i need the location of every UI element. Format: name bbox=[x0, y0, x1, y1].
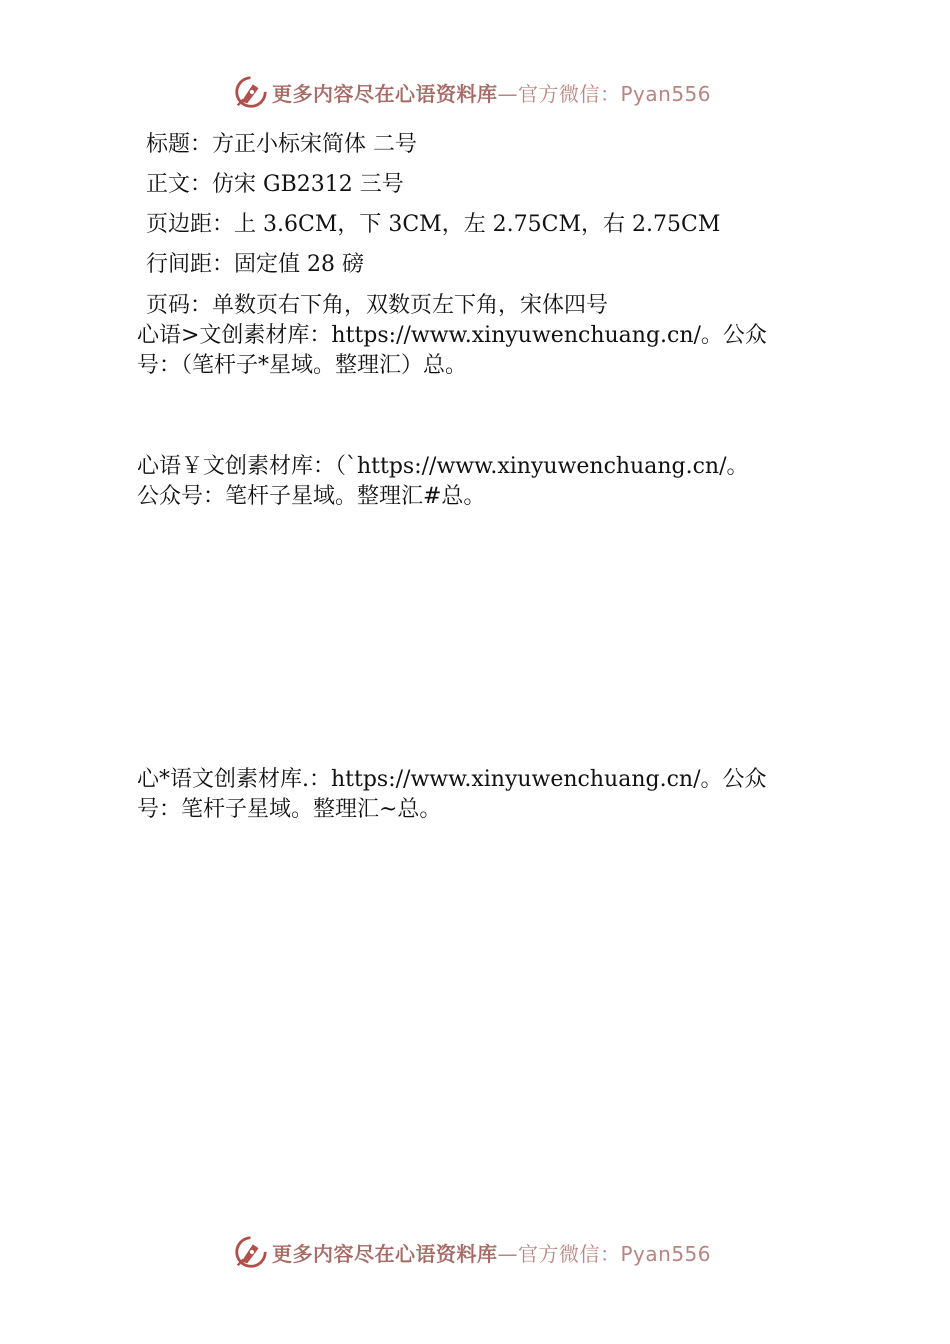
pen-nib-logo-icon bbox=[232, 73, 270, 111]
spec-page-margins: 页边距：上 3.6CM，下 3CM，左 2.75CM，右 2.75CM bbox=[146, 212, 721, 237]
paragraph-1-line-2: 号：（笔杆子*星域。整理汇）总。 bbox=[137, 353, 468, 378]
spec-page-numbers: 页码：单数页右下角，双数页左下角，宋体四号 bbox=[146, 293, 609, 318]
watermark-contact-id: Pyan556 bbox=[620, 81, 712, 106]
spec-body-font: 正文：仿宋 GB2312 三号 bbox=[146, 172, 404, 197]
footer-watermark bbox=[232, 1232, 711, 1272]
watermark-contact-label: 官方微信： bbox=[518, 1241, 621, 1266]
paragraph-2-line-2: 公众号：笔杆子星域。整理汇#总。 bbox=[137, 484, 486, 509]
paragraph-2 bbox=[137, 452, 837, 512]
spec-title-font: 标题：方正小标宋简体 二号 bbox=[146, 132, 417, 157]
watermark-text bbox=[272, 1238, 711, 1267]
watermark-separator: — bbox=[497, 81, 518, 106]
spec-line-spacing: 行间距：固定值 28 磅 bbox=[146, 252, 364, 277]
watermark-brand: 更多内容尽在心语资料库 bbox=[272, 81, 498, 106]
watermark-contact-label: 官方微信： bbox=[518, 81, 621, 106]
watermark-contact-id: Pyan556 bbox=[620, 1241, 712, 1266]
paragraph-3 bbox=[137, 765, 837, 825]
paragraph-1-line-1: 心语>文创素材库：https://www.xinyuwenchuang.cn/。公众 bbox=[137, 323, 767, 348]
paragraph-3-line-2: 号：笔杆子星域。整理汇~总。 bbox=[137, 797, 442, 822]
header-watermark bbox=[232, 72, 711, 112]
paragraph-1 bbox=[137, 321, 837, 381]
watermark-brand: 更多内容尽在心语资料库 bbox=[272, 1241, 498, 1266]
watermark-text bbox=[272, 78, 711, 107]
watermark-separator: — bbox=[497, 1241, 518, 1266]
paragraph-2-line-1: 心语￥文创素材库：（`https://www.xinyuwenchuang.cn/。 bbox=[137, 454, 749, 479]
pen-nib-logo-icon bbox=[232, 1233, 270, 1271]
paragraph-3-line-1: 心*语文创素材库.：https://www.xinyuwenchuang.cn/。公众 bbox=[137, 767, 767, 792]
